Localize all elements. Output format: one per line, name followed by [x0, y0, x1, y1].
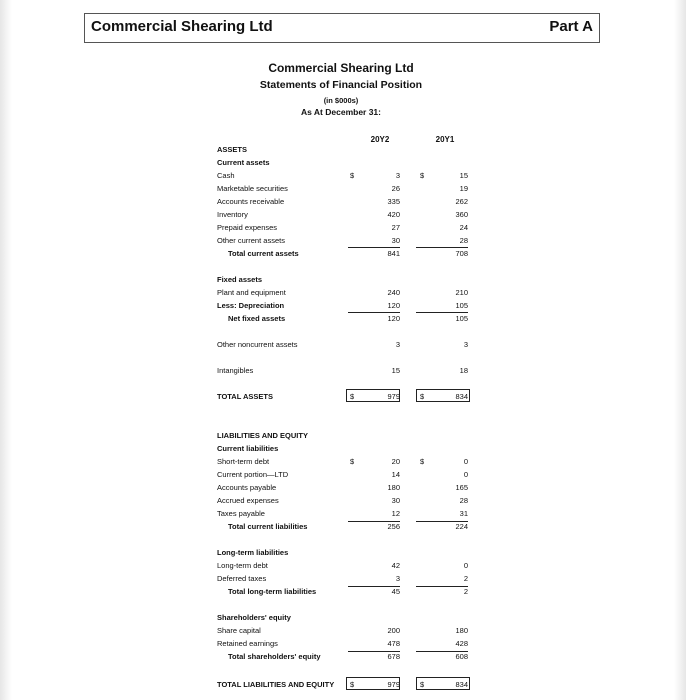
rule-current-assets-1 [348, 247, 400, 248]
value-20y2: 335 [387, 197, 400, 206]
value-20y2: 27 [391, 223, 400, 232]
row-label: Deferred taxes [217, 574, 267, 583]
row-label: Accounts receivable [217, 197, 285, 206]
row-label: Other current assets [217, 236, 285, 245]
value-20y2: 3 [395, 171, 400, 180]
row-label: Fixed assets [217, 275, 263, 284]
rule-fixed-assets-2 [416, 312, 468, 313]
value-20y1: 3 [463, 340, 468, 349]
value-20y1: 2 [463, 587, 468, 596]
row-label: Cash [217, 171, 235, 180]
table-row [0, 209, 686, 221]
value-20y2: 240 [387, 288, 400, 297]
row-label: Plant and equipment [217, 288, 286, 297]
row-label: Inventory [217, 210, 248, 219]
rule-current-liab-2 [416, 521, 468, 522]
row-label: TOTAL LIABILITIES AND EQUITY [217, 680, 335, 689]
row-label: Total long-term liabilities [228, 587, 317, 596]
value-20y1: 31 [459, 509, 468, 518]
table-row [0, 300, 686, 312]
value-20y1: 165 [455, 483, 468, 492]
table-row [0, 196, 686, 208]
value-20y2: 30 [391, 496, 400, 505]
value-20y1: 19 [459, 184, 468, 193]
value-20y1: 15 [459, 171, 468, 180]
value-20y1: 28 [459, 236, 468, 245]
value-20y1: 428 [455, 639, 468, 648]
row-label: Long-term liabilities [217, 548, 289, 557]
value-20y2: 45 [391, 587, 400, 596]
header-part-label: Part A [549, 18, 593, 35]
dollar-sign: $ [350, 457, 355, 466]
value-20y2: 120 [387, 314, 400, 323]
statement-date: As At December 31: [301, 107, 381, 117]
value-20y2: 841 [387, 249, 400, 258]
dollar-sign: $ [420, 392, 425, 401]
table-row [0, 612, 686, 624]
rule-equity-1 [348, 651, 400, 652]
dollar-sign: $ [420, 457, 425, 466]
dollar-sign: $ [350, 680, 355, 689]
value-20y1: 18 [459, 366, 468, 375]
row-label: Short-term debt [217, 457, 270, 466]
value-20y1: 834 [455, 392, 468, 401]
table-row [0, 391, 686, 403]
rule-longterm-liab-1 [348, 586, 400, 587]
row-label: LIABILITIES AND EQUITY [217, 431, 308, 440]
table-row [0, 274, 686, 286]
table-row [0, 235, 686, 247]
value-20y1: 708 [455, 249, 468, 258]
row-label: ASSETS [217, 145, 248, 154]
box-total-liab-equity-2 [416, 677, 470, 690]
table-row [0, 443, 686, 455]
table-row [0, 170, 686, 182]
value-20y2: 15 [391, 366, 400, 375]
value-20y2: 120 [387, 301, 400, 310]
statement-company: Commercial Shearing Ltd [268, 61, 414, 75]
table-row [0, 521, 686, 533]
value-20y2: 180 [387, 483, 400, 492]
box-total-liab-equity-1 [346, 677, 400, 690]
value-20y2: 478 [387, 639, 400, 648]
value-20y2: 678 [387, 652, 400, 661]
value-20y2: 42 [391, 561, 400, 570]
value-20y1: 28 [459, 496, 468, 505]
table-row [0, 430, 686, 442]
table-row [0, 157, 686, 169]
row-label: Total current assets [228, 249, 299, 258]
value-20y1: 224 [455, 522, 468, 531]
table-row [0, 287, 686, 299]
rule-fixed-assets-1 [348, 312, 400, 313]
table-row [0, 586, 686, 598]
table-row [0, 248, 686, 260]
header-banner [84, 13, 600, 43]
table-row [0, 495, 686, 507]
row-label: Less: Depreciation [217, 301, 285, 310]
row-label: Retained earnings [217, 639, 278, 648]
value-20y2: 256 [387, 522, 400, 531]
value-20y1: 0 [463, 561, 468, 570]
rule-equity-2 [416, 651, 468, 652]
row-label: Total current liabilities [228, 522, 308, 531]
row-label: Accounts payable [217, 483, 277, 492]
row-label: Intangibles [217, 366, 254, 375]
statement-title: Statements of Financial Position [259, 79, 423, 91]
value-20y2: 14 [391, 470, 400, 479]
value-20y1: 262 [455, 197, 468, 206]
value-20y1: 2 [463, 574, 468, 583]
dollar-sign: $ [350, 171, 355, 180]
row-label: Current portion—LTD [217, 470, 289, 479]
row-label: Net fixed assets [228, 314, 286, 323]
row-label: TOTAL ASSETS [217, 392, 273, 401]
table-row [0, 313, 686, 325]
value-20y1: 608 [455, 652, 468, 661]
dollar-sign: $ [420, 171, 425, 180]
value-20y2: 979 [387, 392, 400, 401]
value-20y1: 210 [455, 288, 468, 297]
value-20y1: 24 [459, 223, 468, 232]
box-total-assets-2 [416, 389, 470, 402]
table-row [0, 679, 686, 691]
rule-longterm-liab-2 [416, 586, 468, 587]
table-row [0, 638, 686, 650]
row-label: Other noncurrent assets [217, 340, 298, 349]
row-label: Current assets [217, 158, 270, 167]
row-label: Share capital [217, 626, 261, 635]
row-label: Current liabilities [217, 444, 279, 453]
table-row [0, 365, 686, 377]
row-label: Marketable securities [217, 184, 288, 193]
box-total-assets-1 [346, 389, 400, 402]
value-20y2: 979 [387, 680, 400, 689]
row-label: Accrued expenses [217, 496, 279, 505]
dollar-sign: $ [420, 680, 425, 689]
value-20y2: 12 [391, 509, 400, 518]
value-20y2: 26 [391, 184, 400, 193]
row-label: Long-term debt [217, 561, 268, 570]
table-row [0, 144, 686, 156]
table-row [0, 573, 686, 585]
table-row [0, 222, 686, 234]
row-label: Taxes payable [217, 509, 265, 518]
table-row [0, 339, 686, 351]
value-20y1: 0 [463, 457, 468, 466]
table-row [0, 183, 686, 195]
table-row [0, 547, 686, 559]
header-title: Commercial Shearing Ltd [91, 18, 273, 35]
value-20y1: 105 [455, 314, 468, 323]
value-20y1: 105 [455, 301, 468, 310]
table-row [0, 625, 686, 637]
column-header-20y1: 20Y1 [435, 135, 455, 144]
value-20y2: 3 [395, 574, 400, 583]
table-row [0, 560, 686, 572]
table-row [0, 456, 686, 468]
row-label: Shareholders' equity [217, 613, 291, 622]
value-20y2: 3 [395, 340, 400, 349]
row-label: Total shareholders' equity [228, 652, 321, 661]
row-label: Prepaid expenses [217, 223, 278, 232]
dollar-sign: $ [350, 392, 355, 401]
rule-current-liab-1 [348, 521, 400, 522]
statement-units: (in $000s) [323, 96, 359, 105]
rule-current-assets-2 [416, 247, 468, 248]
table-row [0, 482, 686, 494]
table-row [0, 651, 686, 663]
value-20y2: 420 [387, 210, 400, 219]
table-row [0, 508, 686, 520]
value-20y1: 360 [455, 210, 468, 219]
value-20y1: 0 [463, 470, 468, 479]
value-20y1: 180 [455, 626, 468, 635]
table-row [0, 469, 686, 481]
value-20y2: 200 [387, 626, 400, 635]
value-20y1: 834 [455, 680, 468, 689]
column-header-20y2: 20Y2 [370, 135, 390, 144]
value-20y2: 20 [391, 457, 400, 466]
value-20y2: 30 [391, 236, 400, 245]
